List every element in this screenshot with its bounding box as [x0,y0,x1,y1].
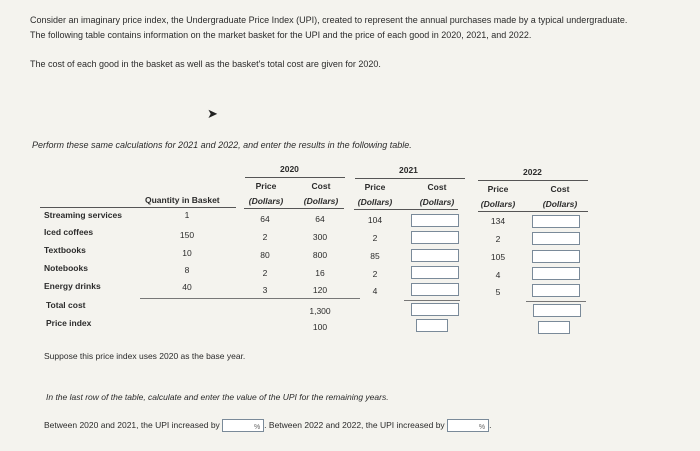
intro-line-2: The following table contains information on the market basket for the UPI and the price of each good in 2020, 2021, and 2022. [30,30,532,40]
last-row-note: In the last row of the table, calculate and enter the value of the UPI for the remaining years. [46,392,389,402]
increase-2020-2021-input[interactable] [222,419,264,432]
row-label: Notebooks [44,263,88,273]
intro-line-1: Consider an imaginary price index, the Undergraduate Price Index (UPI), created to represent the annual purchases made by a typical undergraduate. [30,15,628,25]
row-price-2021: 4 [372,286,378,296]
cost-2021-unit: (Dollars) [419,197,455,207]
cost-2021-input[interactable] [411,249,459,262]
year-header-2022: 2022 [523,167,542,177]
row-qty: 8 [184,265,190,275]
row-price-2020: 64 [260,214,270,224]
cost-2022-input[interactable] [532,267,580,280]
total-cost-2022-input[interactable] [533,304,581,317]
row-price-2020: 3 [262,285,268,295]
price-2020-unit: (Dollars) [248,196,284,206]
row-label: Energy drinks [44,281,101,291]
row-cost-2020: 800 [312,250,328,260]
total-cost-label: Total cost [46,300,86,310]
increase-text-2: . Between 2022 and 2022, the UPI increased by [264,420,445,430]
row-qty: 150 [179,230,195,240]
price-index-2020: 100 [312,322,328,332]
row-price-2020: 80 [260,250,270,260]
total-cost-2021-input[interactable] [411,303,459,316]
year-header-2020: 2020 [280,164,299,174]
price-2021-unit: (Dollars) [357,197,393,207]
cost-note: The cost of each good in the basket as well as the basket's total cost are given for 2020. [30,59,381,69]
cost-2022-input[interactable] [532,250,580,263]
cost-2021-header: Cost [427,182,447,192]
row-price-2022: 5 [495,287,501,297]
cost-2022-input[interactable] [532,215,580,228]
price-2021-header: Price [364,182,386,192]
mouse-cursor-icon: ➤ [207,106,218,121]
row-cost-2020: 16 [315,268,325,278]
row-cost-2020: 64 [315,214,325,224]
cost-2022-input[interactable] [532,284,580,297]
row-qty: 40 [182,282,192,292]
row-qty: 1 [184,210,190,220]
cost-2022-unit: (Dollars) [542,199,578,209]
cost-2020-header: Cost [311,181,331,191]
cost-2022-header: Cost [550,184,570,194]
row-price-2022: 105 [490,252,506,262]
row-price-2020: 2 [262,232,268,242]
cost-2022-input[interactable] [532,232,580,245]
increase-text-1: Between 2020 and 2021, the UPI increased by [44,420,220,430]
cost-2021-input[interactable] [411,283,459,296]
price-index-2021-input[interactable] [416,319,448,332]
row-price-2022: 4 [495,270,501,280]
cost-2021-input[interactable] [411,266,459,279]
instructions: Perform these same calculations for 2021 and 2022, and enter the results in the following table. [32,140,412,150]
price-2022-header: Price [487,184,509,194]
year-header-2021: 2021 [399,165,418,175]
quantity-header: Quantity in Basket [145,195,220,205]
row-price-2021: 104 [367,215,383,225]
row-price-2022: 2 [495,234,501,244]
cost-2021-input[interactable] [411,214,459,227]
row-qty: 10 [182,248,192,258]
cost-2021-input[interactable] [411,231,459,244]
row-price-2021: 2 [372,269,378,279]
price-2022-unit: (Dollars) [480,199,516,209]
row-cost-2020: 120 [312,285,328,295]
increase-2021-2022-input[interactable] [447,419,489,432]
total-cost-2020: 1,300 [309,306,331,316]
row-price-2022: 134 [490,216,506,226]
row-price-2021: 2 [372,233,378,243]
percent-symbol: % [478,424,486,432]
price-2020-header: Price [255,181,277,191]
row-label: Streaming services [44,210,122,220]
increase-sentence: Between 2020 and 2021, the UPI increased by % . Between 2022 and 2022, the UPI increased by % . [44,419,491,432]
base-year-note: Suppose this price index uses 2020 as the base year. [44,351,246,361]
price-index-label: Price index [46,318,92,328]
percent-symbol: % [253,424,261,432]
cost-2020-unit: (Dollars) [303,196,339,206]
row-label: Iced coffees [44,227,94,237]
row-label: Textbooks [44,245,86,255]
price-index-2022-input[interactable] [538,321,570,334]
row-price-2020: 2 [262,268,268,278]
row-cost-2020: 300 [312,232,328,242]
row-price-2021: 85 [370,251,380,261]
